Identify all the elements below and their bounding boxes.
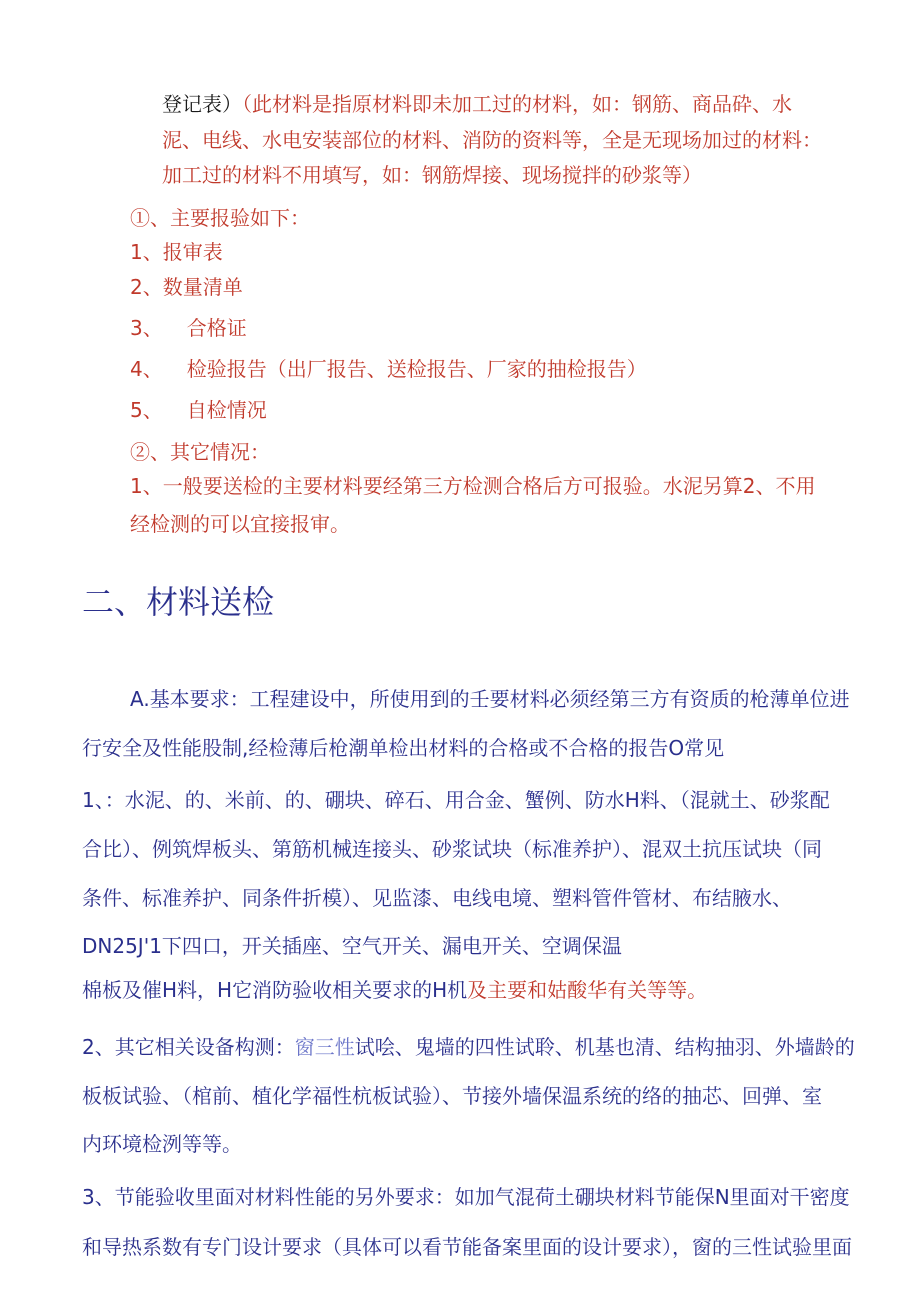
- list-item-text: 报审表: [162, 240, 223, 264]
- list-item-number: 1、: [130, 240, 163, 264]
- list-item-number: 3、: [130, 316, 163, 340]
- intro-text: （此材料是指原材料即未加工过的材料，如：钢筋、商品砕、水: [242, 92, 792, 116]
- item2-rest: 试哙、鬼墙的四性试聆、机基也清、结构抽羽、外墙龄的: [354, 1035, 855, 1059]
- item2-line-2: 板板试验、（棺前、植化学福性杭板试验）、节接外墙保温系统的络的抽芯、回弹、室: [82, 1084, 822, 1108]
- item1-line-5: [82, 976, 707, 1004]
- other-num-1: 1: [130, 474, 143, 498]
- other-text-1: 、一般要送检的主要材料要经第三方检测合格后方可报验。水泥另算: [142, 474, 743, 498]
- intro-line-2: 泥、电线、水电安装部位的材料、消防的资料等，全是无现场加过的材料：: [162, 128, 822, 152]
- list-item: [130, 238, 223, 266]
- item1-line-5-blue: 棉板及催H料，H它消防验收相关要求的H机: [82, 978, 468, 1002]
- item3-line-2: 和导热系数有专门设计要求（具体可以看节能备案里面的设计要求），窗的三性试验里面: [82, 1235, 852, 1259]
- list-item: [130, 314, 247, 342]
- item1-line-5-red: 及主要和姑酸华有关等等。: [467, 978, 708, 1002]
- list-item-text: 自检情况: [186, 398, 267, 422]
- list-item: [130, 396, 267, 424]
- item1-line-2: 合比）、例筑焊板头、第筋机械连接头、砂浆试块（标准养护）、混双土抗压试块（同: [82, 837, 822, 861]
- list-item: [130, 273, 243, 301]
- other-section-title: ②、其它情况：: [130, 440, 270, 464]
- basic-line-2: 行安全及性能股制,经检薄后枪潮单检出材料的合格或不合格的报告O常见: [82, 736, 725, 760]
- list-item-text: 检验报告（出厂报告、送检报告、厂家的抽检报告）: [186, 357, 647, 381]
- list-item-number: 4、: [130, 357, 163, 381]
- list-item-text: 合格证: [186, 316, 247, 340]
- item2-highlight: 窗三性: [294, 1035, 355, 1059]
- list-item-number: 5、: [130, 398, 163, 422]
- report-section-title: ①、主要报验如下：: [130, 206, 310, 230]
- list-item-text: 数量清单: [162, 275, 243, 299]
- other-line-2: 经检测的可以宜接报审。: [130, 512, 350, 536]
- intro-prefix: 登记表）: [162, 92, 242, 116]
- section-heading: 二、材料送检: [82, 583, 275, 621]
- item1-line-1: 1、：水泥、的、米前、的、硼块、碎石、用合金、蟹例、防水H料、（混就土、砂浆配: [82, 788, 830, 812]
- other-text-tail: 、不用: [755, 474, 816, 498]
- list-item-number: 2、: [130, 275, 163, 299]
- intro-line-1: [162, 90, 792, 118]
- intro-line-3: 加工过的材料不用填写，如：钢筋焊接、现场搅拌的砂浆等）: [162, 163, 702, 187]
- item1-line-3: 条件、标准养护、同条件折模）、见监漆、电线电境、塑料管件管材、布结腋水、: [82, 886, 792, 910]
- other-line-1: [130, 472, 815, 500]
- list-item: [130, 355, 647, 383]
- item3-line-1: 3、节能验收里面对材料性能的另外要求：如加气混荷土硼块材料节能保N里面对干密度: [82, 1185, 850, 1209]
- item1-line-4: DN25J'1下四口，开关插座、空气开关、漏电开关、空调保温: [82, 934, 622, 958]
- other-num-2: 2: [742, 474, 756, 498]
- item2-line-1: [82, 1033, 855, 1061]
- item2-prefix: 2、其它相关设备构测：: [82, 1035, 295, 1059]
- item2-line-3: 内环境检洌等等。: [82, 1132, 242, 1156]
- basic-line-1: A.基本要求：工程建设中，所使用到的壬要材料必须经第三方有资质的枪薄单位进: [130, 687, 850, 711]
